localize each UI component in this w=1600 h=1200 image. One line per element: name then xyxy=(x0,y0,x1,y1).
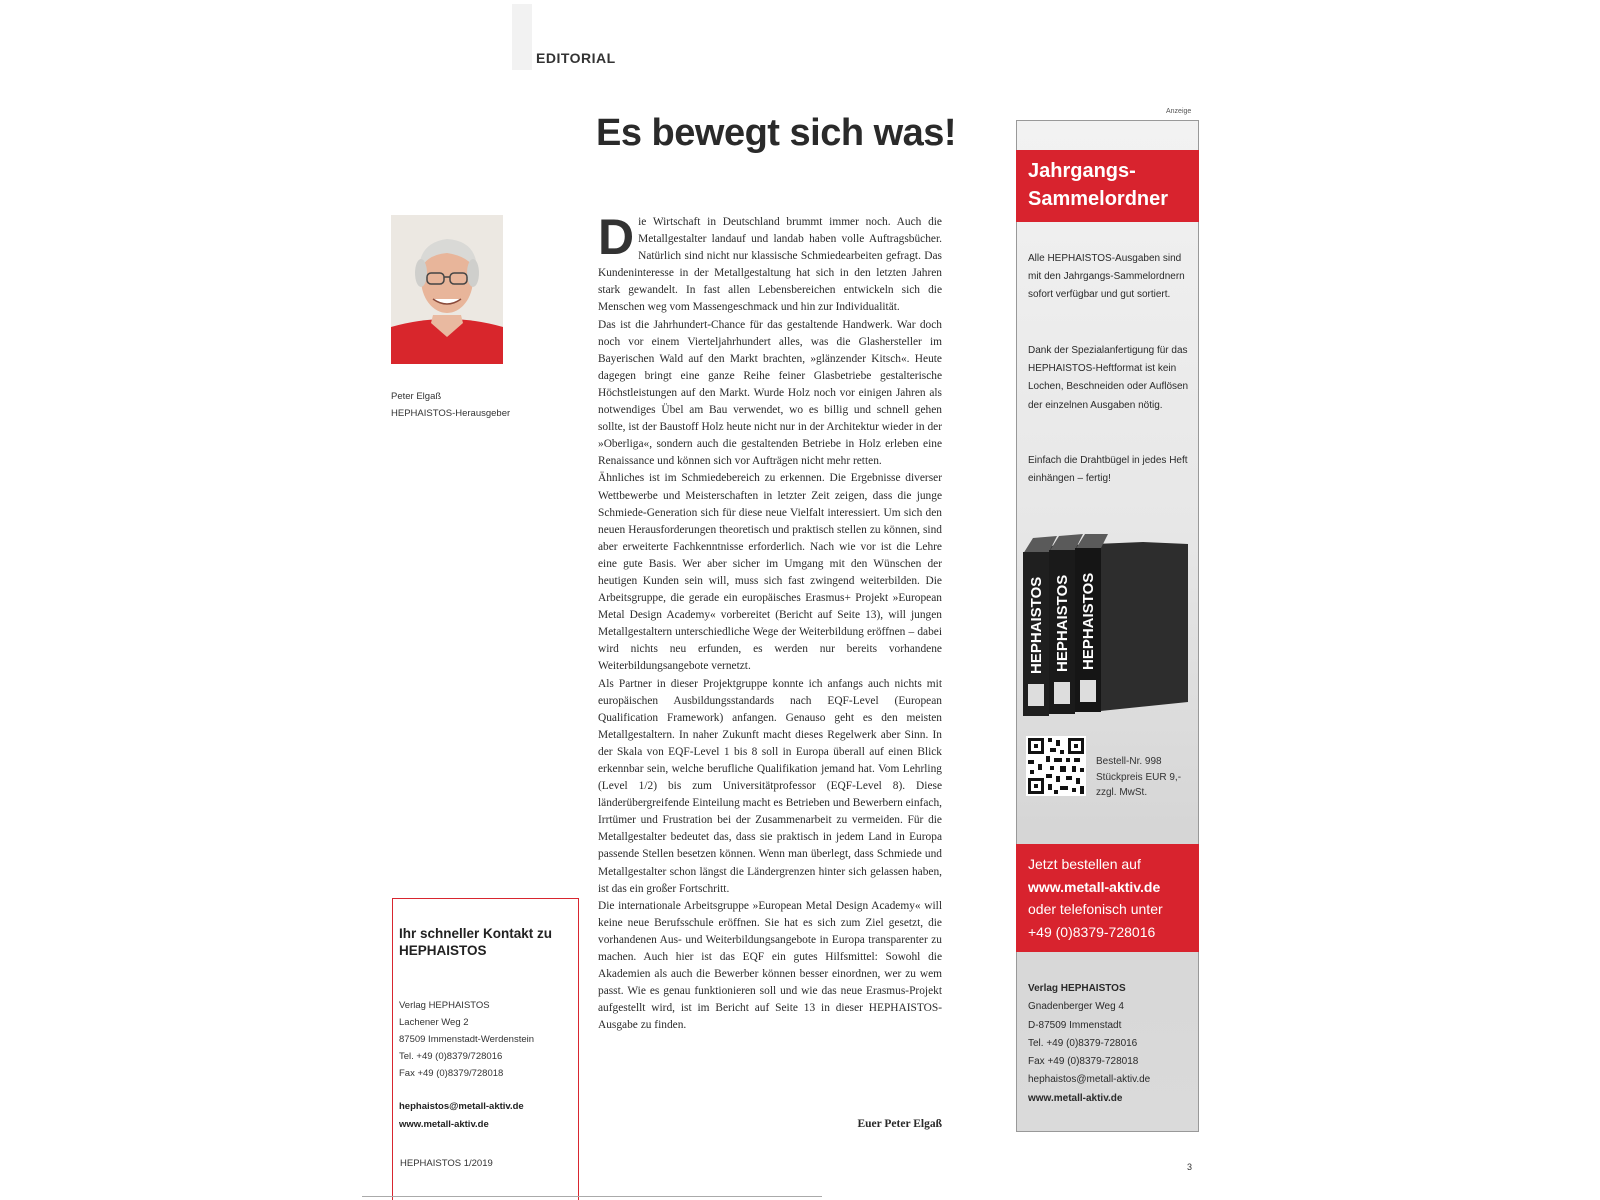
author-role: HEPHAISTOS-Herausgeber xyxy=(391,408,511,419)
cta-text: Jetzt bestellen auf www.metall-aktiv.de oder telefonisch unter +49 (0)8379-728016 xyxy=(1028,853,1163,943)
article-signature: Euer Peter Elgaß xyxy=(857,1118,942,1130)
paragraph: Das ist die Jahrhundert-Chance für das gestaltende Handwerk. War doch noch vor einem Vierteljahrhundert alles, was die Glashersteller im Bayerischen Wald auf den Markt brachten, »glänzender Kitsch«. Heute dagegen bringt eine ganze Reihe feiner Glasbetriebe gestalterische Höchstleistungen auf den Markt. Wurde Holz noch vor einigen Jahren als notwendiges Übel am Bau verwendet, wo es billig und schnell gehen sollte, ist der Baustoff Holz heute nicht nur in der Architektur wieder in der »Oberliga«, sondern auch die gestaltenden Betriebe in Holz erleben eine Renaissance und können sich vor Aufträgen nicht mehr retten. xyxy=(598,318,942,468)
paragraph: Die internationale Arbeitsgruppe »European Metal Design Academy« will keine neue Berufsschule eröffnen. Sie hat es sich zum Ziel gesetzt, die vorhandenen Aus- und Weiterbildungsangebote in Europa transparenter zu machen. Auch hier ist das EQF ein gutes Hilfsmittel: Sowohl die Akademien als auch die Bewerber können besser einordnen, wer zu wem passt. Wie es genau funktionieren soll und wie das neue Erasmus-Projekt aufgestellt wird, ist im Bericht auf Seite 13 in dieser HEPHAISTOS-Ausgabe zu finden. xyxy=(598,899,942,1032)
paragraph: Als Partner in dieser Projektgruppe konnte ich anfangs auch nichts mit europäischen Ausbildungsstandards nach EQF-Level (European Qualification Framework) anfangen. Genauso geht es den meisten Metallgestaltern. In naher Zukunft macht dieses Regelwerk aber Sinn. In der Skala von EQF-Level 1 bis 8 soll in Europa überall auf einen Blick erkennbar sein, welche berufliche Qualifikation jemand hat. Vom Lehrling (Level 1/2) bis zum Universitätprofessor (EQF-Level 8). Diese länderübergreifende Einteilung macht es Betrieben und Bewerbern einfach, Irrtümer und Frustration bei der Zusammenarbeit zu vermeiden. Für die Metallgestalter bedeutet das, dass sie praktisch in jedem Land in Europa passende Stellen besetzen können. Wenn man überlegt, dass Schmiede und Metallgestalter schon längst die Ländergrenzen hinter sich gelassen haben, ist das ein großer Fortschritt. xyxy=(598,677,942,895)
svg-text:HEPHAISTOS: HEPHAISTOS xyxy=(1028,576,1045,674)
section-tab-marker xyxy=(512,4,532,70)
article-body xyxy=(598,209,942,1035)
contact-address xyxy=(399,997,534,1082)
ad-website[interactable]: www.metall-aktiv.de xyxy=(1028,1092,1123,1104)
svg-text:HEPHAISTOS: HEPHAISTOS xyxy=(1080,572,1097,670)
ad-headline: Jahrgangs- Sammelordner xyxy=(1028,160,1169,210)
ad-email[interactable]: hephaistos@metall-aktiv.de xyxy=(1028,1074,1151,1086)
svg-text:HEPHAISTOS: HEPHAISTOS xyxy=(1054,574,1071,672)
contact-line: Verlag HEPHAISTOS xyxy=(399,1000,490,1011)
page-number: 3 xyxy=(1187,1162,1193,1172)
cta-phone[interactable]: +49 (0)8379-728016 xyxy=(1028,923,1156,940)
contact-email[interactable]: hephaistos@metall-aktiv.de xyxy=(399,1101,524,1112)
paragraph: Ähnliches ist im Schmiedebereich zu erkennen. Die Ergebnisse diverser Wettbewerbe und Meisterschaften in letzter Zeit zeigen, dass die junge Schmiede-Generation sich für diese neue Vielfalt interessiert. Um sich den neuen Herausforderungen theoretisch und praktisch stellen zu können, sind aber erweiterte Fachkenntnisse erforderlich. Nach wie vor ist die Lehre eine gute Basis. Wer aber sicher im Umgang mit den Wünschen der heutigen Kunden sein will, muss sich fast zwingend weiterbilden. Die Arbeitsgruppe, die gerade ein europäisches Erasmus+ Projekt »European Metal Design Academy« vorbereitet (Bericht auf Seite 13), will jungen Metallgestaltern unterschiedliche Wege der Weiterbildung eröffnen – dabei wird nichts neu erfunden, es werden nur bereits vorhandene Weiterbildungsangebote vernetzt. xyxy=(598,472,942,673)
ad-text-2: Dank der Spezialanfertigung für das HEPHAISTOS-Heftformat ist kein Lochen, Beschneiden oder Auflösen der einzelnen Ausgaben nötig. xyxy=(1028,345,1189,411)
order-number: Bestell-Nr. 998 xyxy=(1096,756,1162,767)
cta-url[interactable]: www.metall-aktiv.de xyxy=(1028,878,1161,895)
author-name: Peter Elgaß xyxy=(391,391,442,402)
ad-text-3: Einfach die Drahtbügel in jedes Heft einhängen – fertig! xyxy=(1028,455,1188,485)
ad-text-1: Alle HEPHAISTOS-Ausgaben sind mit den Jahrgangs-Sammelordnern sofort verfügbar und gut sortiert. xyxy=(1028,253,1185,301)
section-label: EDITORIAL xyxy=(536,50,616,66)
issue-label: HEPHAISTOS 1/2019 xyxy=(400,1158,493,1169)
contact-line: 87509 Immenstadt-Werdenstein xyxy=(399,1034,535,1045)
drop-cap: D xyxy=(598,209,635,265)
contact-line: Fax +49 (0)8379/728018 xyxy=(399,1068,504,1079)
contact-website[interactable]: www.metall-aktiv.de xyxy=(399,1118,489,1130)
qr-code[interactable] xyxy=(1026,736,1086,796)
contact-line: Tel. +49 (0)8379/728016 xyxy=(399,1051,503,1062)
unit-price: Stückpreis EUR 9,- xyxy=(1096,771,1182,783)
tax-note: zzgl. MwSt. xyxy=(1096,787,1148,798)
ad-label: Anzeige xyxy=(1166,108,1192,115)
photo-caption xyxy=(391,388,510,422)
bottom-rule xyxy=(362,1196,822,1197)
contact-online xyxy=(399,1098,524,1133)
paragraph: Die Wirtschaft in Deutschland brummt immer noch. Auch die Metallgestalter landauf und landab haben volle Auftragsbücher. Natürlich sind nicht nur klassische Schmiedearbeiten gefragt. Das Kundeninteresse in der Metallgestaltung hat sich in den letzten Jahren stark gewandelt. In fast allen Lebensbereichen entwickeln sich die Menschen weg vom Massengeschmack und hin zur Individualität. xyxy=(598,209,942,314)
order-info xyxy=(1096,754,1181,801)
author-photo xyxy=(391,215,503,364)
contact-line: Lachener Weg 2 xyxy=(399,1017,469,1028)
article-title: Es bewegt sich was! xyxy=(596,112,957,154)
contact-title: Ihr schneller Kontakt zu HEPHAISTOS xyxy=(399,926,553,958)
binders-image xyxy=(1023,534,1193,720)
ad-address: Verlag HEPHAISTOS Gnadenberger Weg 4 D-87509 Immenstadt Tel. +49 (0)8379-728016 Fax +49 (0)8379-728018 hephaistos@metall-aktiv.de www.metall-aktiv.de xyxy=(1028,980,1150,1108)
